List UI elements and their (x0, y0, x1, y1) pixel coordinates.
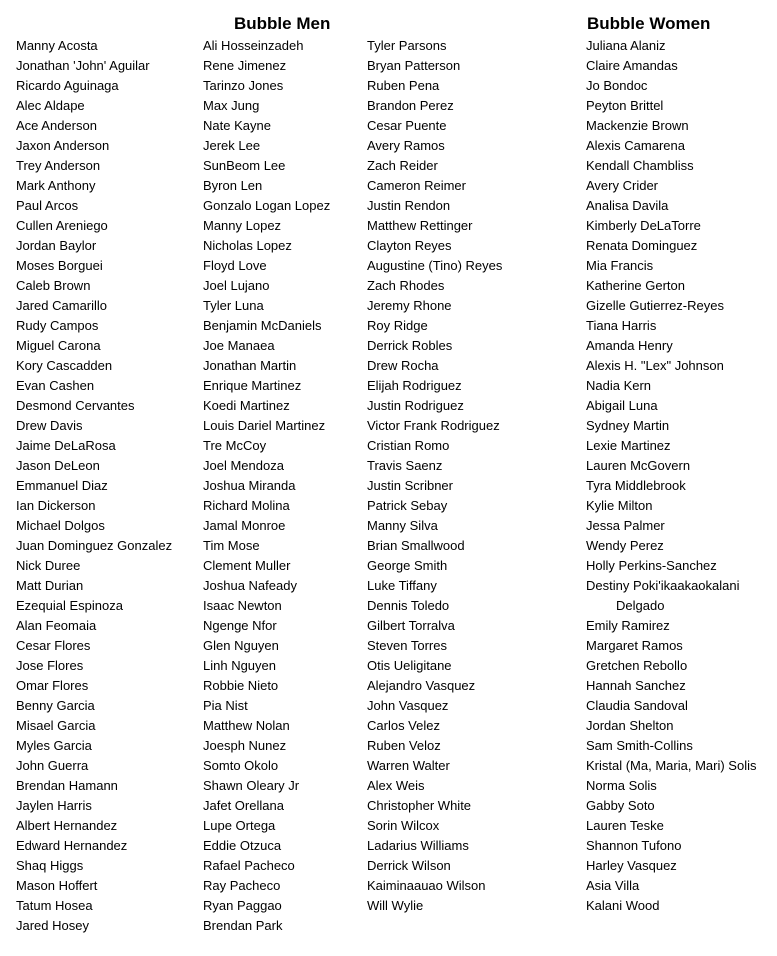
name-list-item: Zach Reider (367, 158, 438, 173)
name-list-item: Benjamin McDaniels (203, 318, 322, 333)
name-list-item: Cullen Areniego (16, 218, 108, 233)
name-list-item: Mackenzie Brown (586, 118, 689, 133)
name-list-item: John Vasquez (367, 698, 449, 713)
name-list-item: Derrick Wilson (367, 858, 451, 873)
name-list-item: Gabby Soto (586, 798, 655, 813)
name-list-item: Justin Rodriguez (367, 398, 464, 413)
name-list-item: Kory Cascadden (16, 358, 113, 373)
name-list-item: Ace Anderson (16, 118, 97, 133)
name-list-item: Holly Perkins-Sanchez (586, 558, 717, 573)
name-list-item: Emmanuel Diaz (16, 478, 108, 493)
name-list-item: Richard Molina (203, 498, 290, 513)
name-list-item: Ali Hosseinzadeh (203, 38, 304, 53)
name-list-item: Rene Jimenez (203, 58, 287, 73)
name-list-item: Victor Frank Rodriguez (367, 418, 500, 433)
name-list-item: Mia Francis (586, 258, 654, 273)
name-list-item: Christopher White (367, 798, 472, 813)
name-list-item: Eddie Otzuca (203, 838, 282, 853)
name-list-item: Jeremy Rhone (367, 298, 452, 313)
name-list-item: Robbie Nieto (203, 678, 279, 693)
name-list-item: Nadia Kern (586, 378, 652, 393)
name-list-item: Ngenge Nfor (203, 618, 277, 633)
men-column-3 (367, 36, 502, 916)
name-list-item: Benny Garcia (16, 698, 95, 713)
name-list-item: Ray Pacheco (203, 878, 281, 893)
name-list-item: Matt Durian (16, 578, 84, 593)
name-list-item: Abigail Luna (586, 398, 658, 413)
name-list-item: Joel Mendoza (203, 458, 284, 473)
name-list-item: Destiny Poki'ikaakaokalani (586, 578, 740, 593)
name-list-item: Linh Nguyen (203, 658, 276, 673)
name-list-item: Jared Hosey (16, 918, 89, 933)
name-list-item: Ricardo Aguinaga (16, 78, 119, 93)
name-list-item: Brian Smallwood (367, 538, 465, 553)
name-list-item: Misael Garcia (16, 718, 96, 733)
name-list-item: Jonathan Martin (203, 358, 297, 373)
name-list-item: Tre McCoy (203, 438, 267, 453)
name-list-item: Albert Hernandez (16, 818, 118, 833)
name-list-item: Brendan Hamann (16, 778, 118, 793)
name-list-item: Louis Dariel Martinez (203, 418, 326, 433)
men-column-2 (203, 36, 330, 936)
name-list-item: Otis Ueligitane (367, 658, 452, 673)
name-list-item: Cristian Romo (367, 438, 450, 453)
name-list-item: Luke Tiffany (367, 578, 437, 593)
name-list-item: Claudia Sandoval (586, 698, 688, 713)
name-list-item: Jose Flores (16, 658, 84, 673)
name-list-item: Will Wylie (367, 898, 424, 913)
name-list-item: Clayton Reyes (367, 238, 452, 253)
name-list-item: Caleb Brown (16, 278, 91, 293)
name-list-item: Derrick Robles (367, 338, 453, 353)
name-list-item: Gonzalo Logan Lopez (203, 198, 331, 213)
name-list-item: Mason Hoffert (16, 878, 98, 893)
name-list-item: Jared Camarillo (16, 298, 108, 313)
name-list-item: Warren Walter (367, 758, 450, 773)
name-list-item: Gizelle Gutierrez-Reyes (586, 298, 724, 313)
name-list-item: Alan Feomaia (16, 618, 97, 633)
name-list-item: Clement Muller (203, 558, 291, 573)
name-list-item: Bryan Patterson (367, 58, 461, 73)
name-list-item: Delgado (616, 598, 665, 613)
name-list-item: George Smith (367, 558, 448, 573)
name-list-item: Wendy Perez (586, 538, 664, 553)
name-list-item: Manny Silva (367, 518, 438, 533)
name-list-item: Tatum Hosea (16, 898, 93, 913)
name-list-item: Jaxon Anderson (16, 138, 110, 153)
name-list-item: Alejandro Vasquez (367, 678, 476, 693)
name-list-item: Kendall Chambliss (586, 158, 694, 173)
name-list-item: Enrique Martinez (203, 378, 302, 393)
name-list-item: Omar Flores (16, 678, 89, 693)
name-list-item: Joel Lujano (203, 278, 270, 293)
name-list-item: Gilbert Torralva (367, 618, 455, 633)
name-list-item: Jordan Shelton (586, 718, 674, 733)
women-column (586, 36, 756, 916)
name-list-item: Desmond Cervantes (16, 398, 135, 413)
name-list-item: Augustine (Tino) Reyes (367, 258, 503, 273)
name-list-item: Juliana Alaniz (586, 38, 666, 53)
name-list-item: Rudy Campos (16, 318, 99, 333)
name-list-item: Avery Crider (586, 178, 659, 193)
name-list-item: Patrick Sebay (367, 498, 448, 513)
name-list-item: Byron Len (203, 178, 263, 193)
name-list-item: Ezequial Espinoza (16, 598, 123, 613)
name-list-item: Rafael Pacheco (203, 858, 295, 873)
name-list-item: Alec Aldape (16, 98, 85, 113)
name-list-item: Tyra Middlebrook (586, 478, 686, 493)
name-list-item: Emily Ramirez (586, 618, 670, 633)
name-list-item: Jason DeLeon (16, 458, 100, 473)
name-list-item: Claire Amandas (586, 58, 678, 73)
name-list-item: Harley Vasquez (586, 858, 677, 873)
name-list-item: Moses Borguei (16, 258, 103, 273)
name-list-item: Dennis Toledo (367, 598, 450, 613)
name-list-item: Ruben Veloz (367, 738, 441, 753)
name-list-item: Zach Rhodes (367, 278, 445, 293)
name-list-item: Norma Solis (586, 778, 657, 793)
name-list-item: Lauren McGovern (586, 458, 691, 473)
name-list-item: Renata Dominguez (586, 238, 698, 253)
name-list-item: Mark Anthony (16, 178, 96, 193)
name-list-item: Avery Ramos (367, 138, 445, 153)
name-list-item: Kristal (Ma, Maria, Mari) Solis (586, 758, 757, 773)
name-list-item: Jaime DeLaRosa (16, 438, 116, 453)
name-list-item: Katherine Gerton (586, 278, 686, 293)
name-list-item: Matthew Rettinger (367, 218, 473, 233)
name-list-item: Brendan Park (203, 918, 283, 933)
name-list-item: Tarinzo Jones (203, 78, 284, 93)
name-list-item: Joesph Nunez (203, 738, 287, 753)
name-list-item: Manny Lopez (203, 218, 282, 233)
name-list-item: Ruben Pena (367, 78, 440, 93)
name-list-item: Drew Rocha (367, 358, 439, 373)
name-list-item: Asia Villa (586, 878, 640, 893)
name-list-item: Joe Manaea (203, 338, 275, 353)
bubble-women-heading: Bubble Women (587, 14, 711, 33)
name-list-item: Ryan Paggao (203, 898, 282, 913)
name-list-item: Margaret Ramos (586, 638, 683, 653)
name-list-item: Manny Acosta (16, 38, 98, 53)
name-list-item: Amanda Henry (586, 338, 673, 353)
name-list-item: Travis Saenz (367, 458, 443, 473)
name-list-item: Evan Cashen (16, 378, 95, 393)
name-list-item: Trey Anderson (16, 158, 101, 173)
name-list-item: Isaac Newton (203, 598, 282, 613)
name-list-item: Nick Duree (16, 558, 81, 573)
name-list-item: Max Jung (203, 98, 260, 113)
name-list-item: Alex Weis (367, 778, 425, 793)
name-list-item: Cameron Reimer (367, 178, 466, 193)
name-list-item: Cesar Puente (367, 118, 447, 133)
name-list-item: Lexie Martinez (586, 438, 671, 453)
name-list-item: Shawn Oleary Jr (203, 778, 300, 793)
name-list-item: Lupe Ortega (203, 818, 276, 833)
name-list-item: Nicholas Lopez (203, 238, 292, 253)
name-list-item: Tyler Luna (203, 298, 264, 313)
bubble-men-heading: Bubble Men (234, 14, 331, 33)
name-list-item: Matthew Nolan (203, 718, 290, 733)
name-list-item: Elijah Rodriguez (367, 378, 462, 393)
name-list-item: Gretchen Rebollo (586, 658, 688, 673)
name-list-item: Juan Dominguez Gonzalez (16, 538, 173, 553)
name-list-item: Kylie Milton (586, 498, 653, 513)
name-list-item: Tiana Harris (586, 318, 657, 333)
men-column-1 (16, 36, 172, 936)
name-list-item: Justin Scribner (367, 478, 453, 493)
name-list-item: Tim Mose (203, 538, 260, 553)
name-list-item: Jerek Lee (203, 138, 261, 153)
name-list-item: Jonathan 'John' Aguilar (16, 58, 150, 73)
name-list-item: Jamal Monroe (203, 518, 286, 533)
name-list-item: Glen Nguyen (203, 638, 279, 653)
name-list-item: Shannon Tufono (586, 838, 682, 853)
name-list-item: Tyler Parsons (367, 38, 447, 53)
name-list-item: Sam Smith-Collins (586, 738, 693, 753)
name-list-item: Sorin Wilcox (367, 818, 440, 833)
name-list-item: Justin Rendon (367, 198, 451, 213)
name-list-item: Analisa Davila (586, 198, 669, 213)
name-list-item: Kaiminaauao Wilson (367, 878, 486, 893)
name-list-item: Jaylen Harris (16, 798, 92, 813)
name-list-item: Michael Dolgos (16, 518, 105, 533)
name-list-item: Cesar Flores (16, 638, 91, 653)
name-list-item: Brandon Perez (367, 98, 454, 113)
name-list-item: Jafet Orellana (203, 798, 284, 813)
name-list-item: Shaq Higgs (16, 858, 84, 873)
name-list-item: Myles Garcia (16, 738, 92, 753)
name-list-item: Jessa Palmer (586, 518, 665, 533)
name-list-item: Carlos Velez (367, 718, 440, 733)
name-list-item: Peyton Brittel (586, 98, 664, 113)
name-list-item: Lauren Teske (586, 818, 664, 833)
name-list-item: Alexis H. "Lex" Johnson (586, 358, 724, 373)
name-list-item: Floyd Love (203, 258, 267, 273)
name-list-item: Nate Kayne (203, 118, 271, 133)
name-list-item: Hannah Sanchez (586, 678, 686, 693)
name-list-item: Kimberly DeLaTorre (586, 218, 701, 233)
name-list-item: Kalani Wood (586, 898, 660, 913)
name-list-item: Ian Dickerson (16, 498, 96, 513)
name-list-item: SunBeom Lee (203, 158, 286, 173)
name-list-item: Alexis Camarena (586, 138, 685, 153)
name-list-item: Ladarius Williams (367, 838, 469, 853)
name-list-item: Joshua Miranda (203, 478, 296, 493)
name-list-item: Pia Nist (203, 698, 248, 713)
name-list-item: Edward Hernandez (16, 838, 128, 853)
name-list-item: Jo Bondoc (586, 78, 648, 93)
name-list-item: Drew Davis (16, 418, 83, 433)
name-list-item: Jordan Baylor (16, 238, 97, 253)
name-list-item: Steven Torres (367, 638, 447, 653)
name-list-item: Sydney Martin (586, 418, 670, 433)
name-list-item: Paul Arcos (16, 198, 79, 213)
name-list-item: Koedi Martinez (203, 398, 290, 413)
name-list-item: Joshua Nafeady (203, 578, 297, 593)
name-list-item: Roy Ridge (367, 318, 428, 333)
name-list-item: Miguel Carona (16, 338, 101, 353)
name-list-item: John Guerra (16, 758, 89, 773)
name-list-item: Somto Okolo (203, 758, 279, 773)
